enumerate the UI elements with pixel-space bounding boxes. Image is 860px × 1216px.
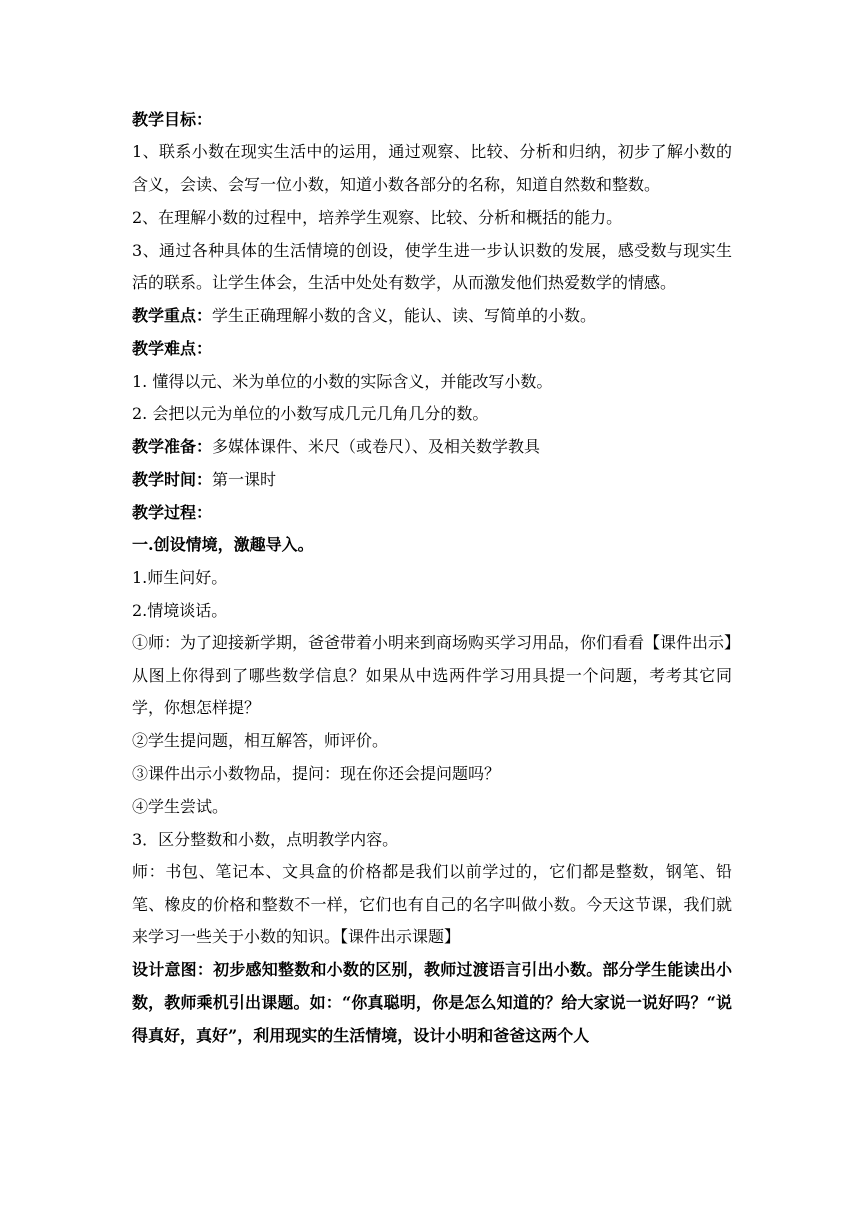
key-point-text: 学生正确理解小数的含义，能认、读、写简单的小数。 xyxy=(212,306,597,326)
teaching-goals-heading: 教学目标： xyxy=(132,110,213,129)
section-1-heading: 一.创设情境，激趣导入。 xyxy=(132,535,314,555)
dialogue-item-1: ①师：为了迎接新学期，爸爸带着小明来到商场购买学习用品，你们看看【课件出示】从图上你得到了哪些数学信息？如果从中选两件学习用具提一个问题，考考其它同学，你想怎样提？ xyxy=(132,632,733,718)
difficulty-item-2: 2. 会把以元为单位的小数写成几元几角几分的数。 xyxy=(132,404,489,424)
preparation-text: 多媒体课件、米尺（或卷尺）、及相关数学教具 xyxy=(212,437,541,457)
difficulty-heading: 教学难点： xyxy=(132,339,213,359)
teaching-time xyxy=(132,470,732,490)
document-page xyxy=(132,110,732,1059)
design-intent: 设计意图：初步感知整数和小数的区别，教师过渡语言引出小数。部分学生能读出小数，教师乘机引出课题。如：“你真聪明，你是怎么知道的？给大家说一说好吗？“说得真好，真好”，利用现实的生活情境，设计小明和爸爸这两个人 xyxy=(132,960,732,1045)
step-1: 1.师生问好。 xyxy=(132,567,228,587)
goal-item-2: 2、在理解小数的过程中，培养学生观察、比较、分析和概括的能力。 xyxy=(132,208,623,228)
difficulty-item-1: 1. 懂得以元、米为单位的小数的实际含义，并能改写小数。 xyxy=(132,371,553,391)
dialogue-item-3: ③课件出示小数物品，提问：现在你还会提问题吗？ xyxy=(132,764,501,784)
goal-item-3: 3、通过各种具体的生活情境的创设，使学生进一步认识数的发展，感受数与现实生活的联系。让学生体会，生活中处处有数学，从而激发他们热爱数学的情感。 xyxy=(132,240,732,293)
time-text: 第一课时 xyxy=(212,469,277,489)
step-2: 2.情境谈话。 xyxy=(132,600,228,620)
preparation-label: 教学准备： xyxy=(132,437,213,457)
time-label: 教学时间： xyxy=(132,469,213,489)
preparation xyxy=(132,437,732,457)
key-point xyxy=(132,306,732,326)
dialogue-item-2: ②学生提问题，相互解答，师评价。 xyxy=(132,731,389,751)
dialogue-item-4: ④学生尝试。 xyxy=(132,796,229,816)
step-3: 3．区分整数和小数，点明教学内容。 xyxy=(132,829,399,849)
key-point-label: 教学重点： xyxy=(132,306,213,326)
teacher-paragraph: 师：书包、笔记本、文具盒的价格都是我们以前学过的，它们都是整数，钢笔、铅笔、橡皮的价格和整数不一样，它们也有自己的名字叫做小数。今天这节课，我们就来学习一些关于小数的知识。【课件出示课题】 xyxy=(132,861,732,947)
goal-item-1: 1、联系小数在现实生活中的运用，通过观察、比较、分析和归纳，初步了解小数的含义，会读、会写一位小数，知道小数各部分的名称，知道自然数和整数。 xyxy=(132,142,732,195)
process-heading: 教学过程： xyxy=(132,502,213,522)
